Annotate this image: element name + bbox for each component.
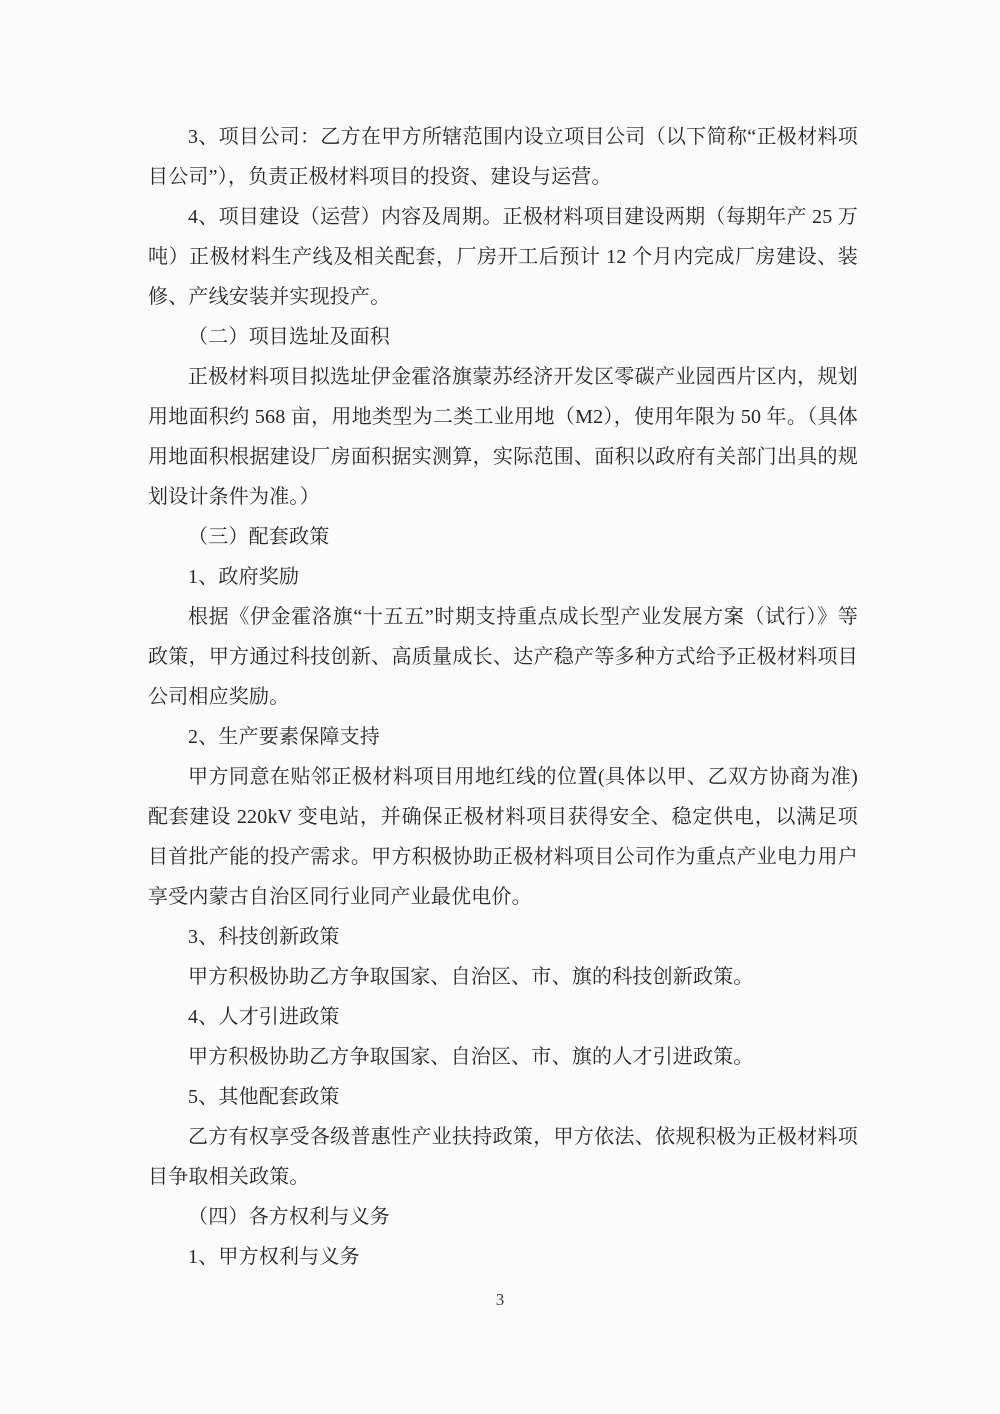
page-number: 3 — [495, 1290, 505, 1309]
heading-other-supporting-policies: 5、其他配套政策 — [188, 1086, 340, 1108]
clause-site-selection-details: 正极材料项目拟选址伊金霍洛旗蒙苏经济开发区零碳产业园西片区内，规划用地面积约 568 亩，用地类型为二类工业用地（M2），使用年限为 50 年。（具体用地面积根据建设厂房面积据实测算，实际范围、面积以政府有关部门出具的规划设计条件为准。） — [148, 366, 858, 508]
clause-talent-introduction-policy-details: 甲方积极协助乙方争取国家、自治区、市、旗的人才引进政策。 — [188, 1046, 754, 1068]
heading-site-selection-and-area: （二）项目选址及面积 — [188, 326, 390, 348]
heading-government-reward: 1、政府奖励 — [188, 566, 300, 588]
document-body — [148, 117, 858, 1277]
clause-production-factor-support-details: 甲方同意在贴邻正极材料项目用地红线的位置(具体以甲、乙双方协商为准)配套建设 220kV 变电站，并确保正极材料项目获得安全、稳定供电，以满足项目首批产能的投产需求。甲方积极协助正极材料项目公司作为重点产业电力用户享受内蒙古自治区同行业同产业最优电价。 — [148, 766, 858, 908]
clause-project-company: 3、项目公司：乙方在甲方所辖范围内设立项目公司（以下简称“正极材料项目公司”），负责正极材料项目的投资、建设与运营。 — [148, 126, 858, 188]
clause-tech-innovation-policy-details: 甲方积极协助乙方争取国家、自治区、市、旗的科技创新政策。 — [188, 966, 754, 988]
clause-project-construction-period: 4、项目建设（运营）内容及周期。正极材料项目建设两期（每期年产 25 万吨）正极材料生产线及相关配套，厂房开工后预计 12 个月内完成厂房建设、装修、产线安装并实现投产。 — [148, 206, 858, 308]
clause-government-reward-details: 根据《伊金霍洛旗“十五五”时期支持重点成长型产业发展方案（试行）》等政策，甲方通过科技创新、高质量成长、达产稳产等多种方式给予正极材料项目公司相应奖励。 — [148, 606, 858, 708]
heading-talent-introduction-policy: 4、人才引进政策 — [188, 1006, 340, 1028]
heading-rights-and-obligations: （四）各方权利与义务 — [188, 1206, 390, 1228]
clause-other-supporting-policies-details: 乙方有权享受各级普惠性产业扶持政策，甲方依法、依规积极为正极材料项目争取相关政策。 — [148, 1126, 858, 1188]
heading-party-a-rights-obligations: 1、甲方权利与义务 — [188, 1246, 360, 1268]
heading-tech-innovation-policy: 3、科技创新政策 — [188, 926, 340, 948]
heading-production-factor-support: 2、生产要素保障支持 — [188, 726, 380, 748]
heading-supporting-policies: （三）配套政策 — [188, 526, 330, 548]
